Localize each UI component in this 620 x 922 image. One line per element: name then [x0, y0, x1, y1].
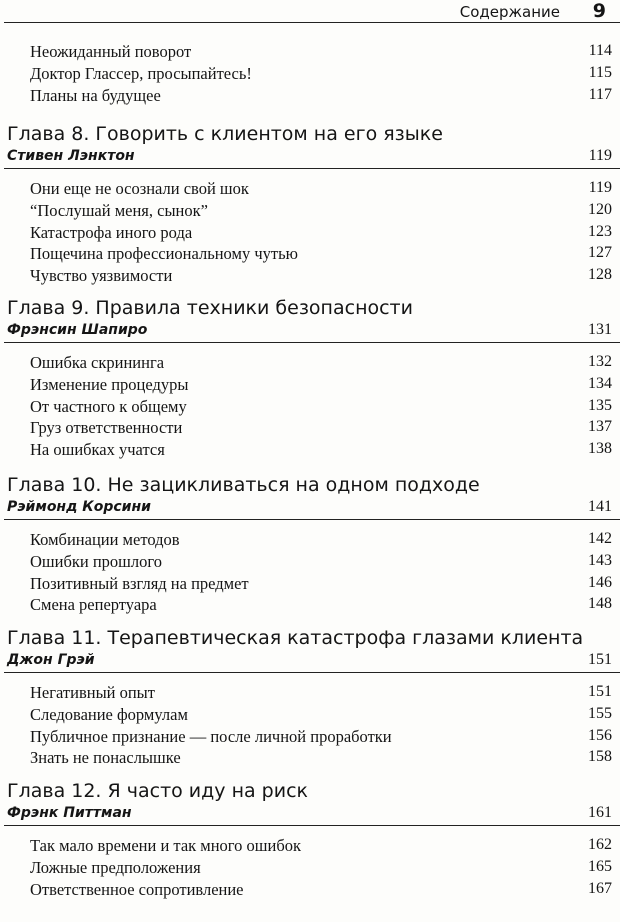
entry-title: Пощечина профессиональному чутью — [30, 244, 298, 264]
chapter-author: Фрэнсин Шапиро — [7, 322, 148, 338]
entry-title: Груз ответственности — [30, 418, 183, 438]
toc-entry[interactable] — [0, 179, 620, 201]
toc-entry[interactable] — [0, 858, 620, 880]
chapter-title[interactable]: Глава 9. Правила техники безопасности — [7, 297, 413, 319]
entry-title: Ответственное сопротивление — [30, 879, 244, 899]
entry-page: 127 — [588, 244, 612, 262]
entry-title: “Послушай меня, сынок” — [30, 200, 208, 220]
pre-entries — [0, 42, 620, 107]
chapter-entries — [0, 530, 620, 617]
header-rule — [4, 22, 620, 23]
entry-title: От частного к общему — [30, 396, 187, 416]
toc-entry[interactable] — [0, 727, 620, 749]
entry-title: Ошибка скрининга — [30, 353, 165, 372]
toc-entry[interactable] — [0, 748, 620, 770]
chapter-rule — [4, 519, 620, 520]
chapter-title[interactable]: Глава 10. Не зацикливаться на одном подходе — [7, 474, 480, 496]
toc-entry[interactable] — [0, 418, 620, 440]
entry-page: 115 — [588, 63, 612, 81]
toc-entry[interactable] — [0, 223, 620, 245]
toc-entry[interactable] — [0, 244, 620, 266]
chapter-author: Фрэнк Питтман — [7, 805, 132, 821]
chapter-entries — [0, 683, 620, 770]
chapter-title[interactable]: Глава 8. Говорить с клиентом на его языке — [7, 123, 443, 145]
chapter-entries — [0, 836, 620, 901]
entry-title: Позитивный взгляд на предмет — [30, 573, 249, 593]
entry-title: Следование формулам — [30, 704, 188, 724]
toc-entry[interactable] — [0, 440, 620, 462]
entry-title: Комбинации методов — [30, 530, 180, 549]
entry-page: 134 — [588, 374, 612, 392]
toc-entry[interactable] — [0, 595, 620, 617]
entry-title: Так мало времени и так много ошибок — [30, 836, 301, 855]
toc-entry[interactable] — [0, 880, 620, 902]
entry-title: Чувство уязвимости — [30, 266, 173, 286]
toc-entry[interactable] — [0, 201, 620, 223]
chapter-author: Джон Грэй — [7, 652, 95, 668]
toc-entry[interactable] — [0, 574, 620, 596]
entry-page: 158 — [588, 748, 612, 766]
toc-entry[interactable] — [0, 397, 620, 419]
chapter-author: Стивен Лэнктон — [7, 148, 135, 164]
entry-page: 117 — [588, 85, 612, 103]
toc-entry[interactable] — [0, 375, 620, 397]
page-header — [0, 0, 620, 22]
toc-entry[interactable] — [0, 86, 620, 108]
toc-entry[interactable] — [0, 353, 620, 375]
entry-page: 165 — [588, 857, 612, 875]
entry-page: 155 — [588, 704, 612, 722]
entry-page: 119 — [588, 179, 612, 196]
entry-title: Публичное признание — после личной проработки — [30, 726, 392, 746]
entry-title: Неожиданный поворот — [30, 42, 192, 61]
entry-page: 167 — [588, 879, 612, 897]
entry-page: 120 — [588, 200, 612, 218]
chapter-page: 151 — [588, 651, 612, 668]
chapter-rule — [4, 825, 620, 826]
entry-page: 142 — [588, 530, 612, 547]
entry-page: 132 — [588, 353, 612, 370]
chapter-page: 141 — [588, 498, 612, 515]
entry-title: Изменение процедуры — [30, 374, 189, 394]
chapter-title[interactable]: Глава 12. Я часто иду на риск — [7, 780, 309, 802]
toc-entry[interactable] — [0, 530, 620, 552]
chapter-entries — [0, 179, 620, 288]
entry-page: 162 — [588, 836, 612, 853]
toc-entry[interactable] — [0, 705, 620, 727]
entry-page: 143 — [588, 551, 612, 569]
chapter-page: 119 — [588, 147, 612, 164]
chapter-title[interactable]: Глава 11. Терапевтическая катастрофа глазами клиента — [7, 627, 584, 649]
entry-page: 151 — [588, 683, 612, 700]
chapter-entries — [0, 353, 620, 462]
entry-title: Ложные предположения — [30, 857, 201, 877]
chapter-rule — [4, 342, 620, 343]
entry-page: 137 — [588, 418, 612, 436]
entry-page: 135 — [588, 396, 612, 414]
chapter-page: 161 — [588, 804, 612, 821]
running-title: Содержание — [459, 3, 560, 21]
entry-page: 138 — [588, 440, 612, 458]
entry-title: Катастрофа иного рода — [30, 222, 193, 242]
toc-entry[interactable] — [0, 266, 620, 288]
toc-entry[interactable] — [0, 683, 620, 705]
entry-title: Планы на будущее — [30, 85, 161, 105]
chapter-page: 131 — [588, 321, 612, 338]
entry-title: Они еще не осознали свой шок — [30, 179, 249, 198]
toc-entry[interactable] — [0, 552, 620, 574]
entry-title: Смена репертуара — [30, 595, 157, 615]
entry-page: 114 — [588, 42, 612, 59]
entry-title: На ошибках учатся — [30, 440, 165, 460]
toc-entry[interactable] — [0, 836, 620, 858]
chapter-rule — [4, 168, 620, 169]
entry-page: 148 — [588, 595, 612, 613]
entry-page: 156 — [588, 726, 612, 744]
entry-page: 128 — [588, 266, 612, 284]
toc-entry[interactable] — [0, 64, 620, 86]
entry-page: 146 — [588, 573, 612, 591]
entry-title: Ошибки прошлого — [30, 551, 162, 571]
chapter-rule — [4, 672, 620, 673]
entry-title: Доктор Глассер, просыпайтесь! — [30, 63, 252, 83]
chapter-author: Рэймонд Корсини — [7, 499, 151, 515]
entry-title: Знать не понаслышке — [30, 748, 181, 768]
toc-entry[interactable] — [0, 42, 620, 64]
entry-title: Негативный опыт — [30, 683, 155, 702]
page-number: 9 — [592, 0, 606, 22]
entry-page: 123 — [588, 222, 612, 240]
